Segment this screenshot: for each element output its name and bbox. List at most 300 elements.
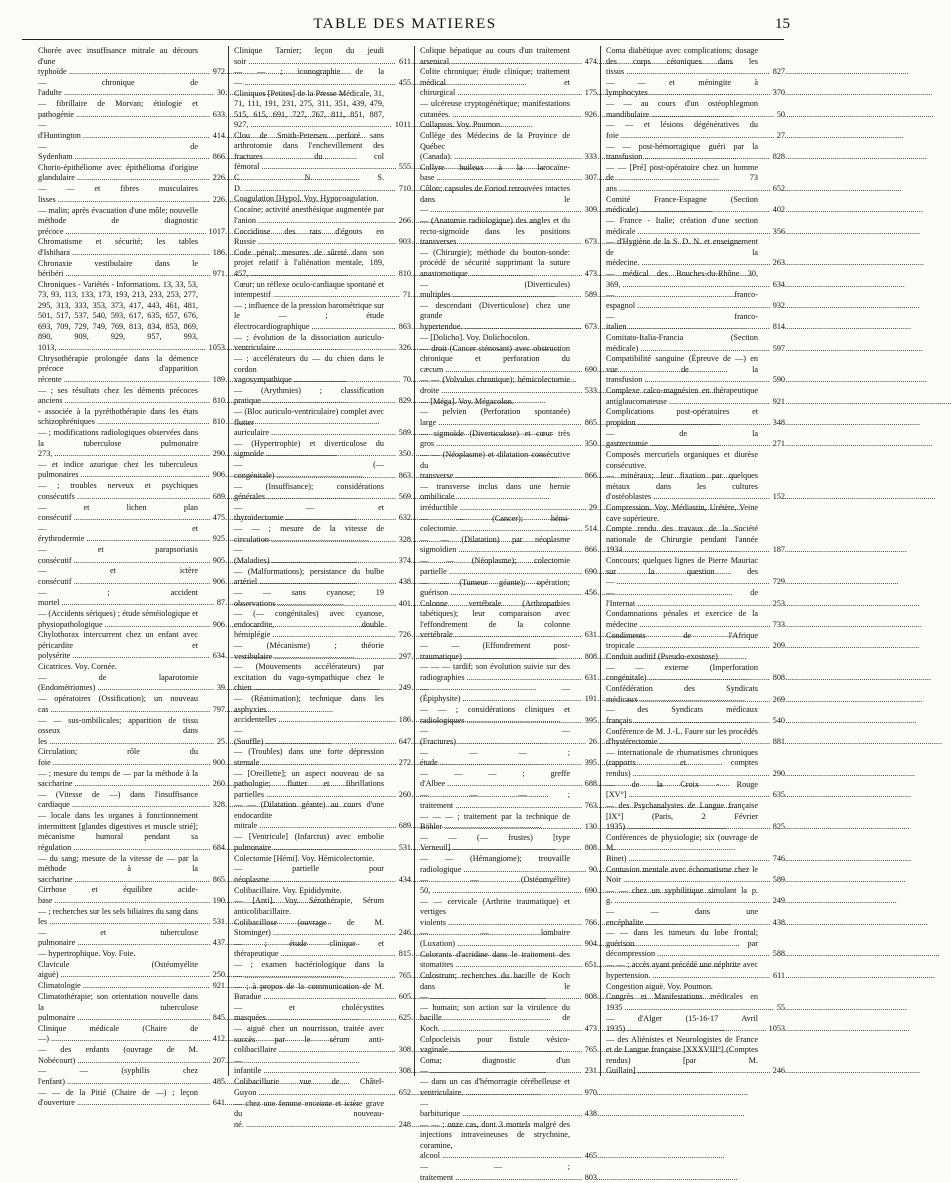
index-entry — [606, 99, 786, 120]
index-entry-page: 226 — [210, 173, 225, 184]
index-entry — [38, 407, 226, 428]
index-entry — [234, 301, 412, 333]
index-entry-text: — des enfants (ouvrage de M. Nobécourt) ..... — [38, 1045, 198, 1066]
index-entry — [234, 248, 412, 280]
index-entry-text: — (Mécanisme) ; théorie vestibulaire ..... — [234, 641, 384, 662]
index-entry-text: Coagulation [Hypo]. Voy. Hypocoagulation. — [234, 194, 379, 204]
index-entry-page: 1053 — [766, 1024, 785, 1035]
index-entry-text: Chromatisme et sécurité; les tables d'Ishihara ..... — [38, 237, 198, 258]
index-entry-text: — — (Dilatation) par néoplasme sigmoïdien ..... — [420, 535, 570, 556]
index-entry — [38, 747, 226, 768]
index-entry-text: — (Vitesse de —) dans l'insuffisance cardiaque ..... — [38, 790, 198, 811]
index-entry — [606, 652, 786, 663]
index-entry-page: 625 — [396, 1013, 411, 1024]
index-entry-page: 246 — [770, 1066, 785, 1077]
index-entry-text: — — ; traitement ..... — [420, 1162, 570, 1183]
index-entry — [234, 205, 412, 226]
index-entry — [38, 142, 226, 163]
index-entry-text: — — dans les tumeurs du lobe frontal; guérison par décompression ..... — [606, 928, 758, 960]
index-entry-page: 412 — [210, 1034, 225, 1045]
index-entry-text: — franco-espagnol ..... — [606, 290, 758, 311]
index-entry — [234, 280, 412, 301]
index-entry-page: 765 — [396, 971, 411, 982]
index-entry-text: — infantile ..... — [234, 1056, 384, 1077]
index-entry-page: 652 — [770, 184, 785, 195]
index-entry-text: — — post-hémorragique guéri par la transfusion ..... — [606, 142, 758, 163]
index-entry-page: 540 — [770, 716, 785, 727]
index-entry-page: 729 — [770, 577, 785, 588]
index-entry-text: Cocaïne; activité anesthésique augmentée par l'anion ..... — [234, 205, 384, 226]
index-entry — [606, 960, 786, 981]
index-entry — [234, 1099, 412, 1131]
index-entry — [234, 918, 412, 939]
index-entry-text: Condamnations pénales et exercice de la médecine ..... — [606, 609, 758, 630]
index-entry-page: 652 — [396, 1088, 411, 1099]
index-entry-text: — — dans une encéphalite ..... — [606, 907, 758, 928]
index-entry-page: 863 — [396, 322, 411, 333]
index-entry-page: 726 — [396, 630, 411, 641]
index-entry — [234, 227, 412, 248]
index-entry — [38, 184, 226, 205]
index-entry-text: Coma diabétique avec complications; dosage des corps cétoniques dans les tissus ..... — [606, 46, 758, 78]
index-entry — [420, 641, 598, 662]
index-entry — [606, 684, 786, 705]
index-entry-page: 55 — [774, 1003, 785, 1014]
index-entry-text: — (Chirurgie); méthode du bouton-sonde: procédé de sécurité supprimant la suture anastomotique ..... — [420, 248, 570, 280]
index-entry-page: 297 — [396, 652, 411, 663]
index-entry — [420, 705, 598, 726]
index-entry-page: 395 — [582, 758, 597, 769]
index-entry — [420, 1056, 598, 1077]
page-number: 15 — [775, 16, 790, 32]
index-entry — [420, 216, 598, 248]
index-entry-text: — droit (Cancer sténosant) avec obstruction chronique et perforation du cæcum ..... — [420, 344, 570, 376]
index-entry-text: — — (Cancer); hémi-colectomie. ..... — [420, 514, 570, 535]
index-entry-text: — — chez un syphilitique simulant la p. g. ..... — [606, 886, 758, 907]
index-entry-page: 438 — [770, 918, 785, 929]
index-entry — [38, 662, 226, 673]
index-entry-text: Confédération des Syndicats médicaux ..... — [606, 684, 758, 705]
index-entry-page: 647 — [396, 737, 411, 748]
index-entry-text: — descendant (Diverticulose) chez une grande hypertendue. ..... — [420, 301, 570, 333]
index-entry — [420, 450, 598, 482]
index-entry — [234, 194, 412, 205]
index-entry — [420, 333, 598, 344]
index-entry-text: Contusion mentale avec échomatisme chez le Noir ..... — [606, 865, 758, 886]
index-entry — [606, 907, 786, 928]
index-entry-text: Colostrum; recherches du bacille de Koch dans le — ..... — [420, 971, 570, 1003]
index-entry-text: Compatibilité sanguine (Épreuve de —) en vue de la transfusion ..... — [606, 354, 758, 386]
index-entry — [420, 131, 598, 163]
index-entry — [420, 854, 598, 875]
index-entry — [606, 407, 786, 428]
index-entry — [38, 163, 226, 184]
index-entry — [234, 67, 412, 88]
index-entry — [38, 1088, 226, 1109]
index-entry-text: — locale dans les organes à fonctionnement intermittent [glandes digestives et muscle strié]; mécanisme humoral pendant sa régulation ..... — [38, 811, 198, 853]
index-entry — [38, 907, 226, 928]
index-entry-page: 825 — [770, 822, 785, 833]
index-entry-text: — — (Tumeur géante); opération; guérison ..... — [420, 578, 570, 599]
index-entry — [38, 259, 226, 280]
index-entry — [420, 833, 598, 854]
index-entry — [420, 928, 598, 949]
index-entry-text: — — — ; greffe d'Albee ..... — [420, 769, 570, 790]
index-entry — [420, 248, 598, 280]
index-entry — [234, 609, 412, 641]
index-entry-text: — (Souffle) ..... — [234, 726, 384, 747]
index-entry-text: — (Anatomie radiologique) des angles et du recto-sigmoïde dans les positions transverses. ..... — [420, 216, 570, 248]
index-entry-page: 39 — [214, 683, 225, 694]
index-entry-text: — ; examen bactériologique dans la — ..... — [234, 960, 384, 981]
index-entry — [420, 1035, 598, 1056]
index-entry-page: 473 — [582, 269, 597, 280]
index-entry — [420, 971, 598, 1003]
index-entry — [420, 280, 598, 301]
index-entry-text: Cliniques [Petites] de la Presse Médicale, 31, 71, 111, 191, 231, 275, 311, 351, 439, 479, 515, 615, 691, 727, 767, 811, 851, 887, 927, ..... — [234, 89, 384, 131]
index-entry-text: — des Psychanalystes de Langue française [IX°] (Paris, 2 Février 1935) ..... — [606, 801, 758, 833]
index-entry — [234, 545, 412, 566]
index-entry-text: Circulation; rôle du foie ..... — [38, 747, 198, 768]
index-entry-text: Colibacillaire. Voy. Epididymite. — [234, 885, 342, 895]
index-entry — [420, 1077, 598, 1098]
index-entry-text: Clinique Tarnier; leçon du jeudi soir ..... — [234, 46, 384, 67]
index-entry — [38, 566, 226, 587]
index-entry — [606, 833, 786, 865]
index-entry-page: 810 — [210, 396, 225, 407]
index-entry — [606, 588, 786, 609]
index-entry-text: — aiguë chez un nourrisson, traitée avec succès par le sérum anti-colibacillaire ..... — [234, 1024, 384, 1056]
index-entry — [420, 599, 598, 641]
index-entry — [38, 503, 226, 524]
index-entry — [234, 800, 412, 832]
index-entry-text: Colpocleisis pour fistule vésico-vaginale ..... — [420, 1035, 570, 1056]
index-entry-page: 765 — [582, 1045, 597, 1056]
index-entry-page: 485 — [210, 1077, 225, 1088]
index-entry — [38, 237, 226, 258]
index-entry-text: Collyre huileux à la larocaïne-base ..... — [420, 163, 570, 184]
index-entry — [234, 982, 412, 1003]
index-entry-text: — et cholécystites masquées ..... — [234, 1003, 384, 1024]
index-entry-text: — — (— frustes) [type Verneuil] ..... — [420, 833, 570, 854]
index-entry — [420, 897, 598, 929]
index-entry-page: 473 — [582, 1024, 597, 1035]
index-entry-text: — [Ventricule] (Infarctus) avec embolie pulmonaire ..... — [234, 832, 384, 853]
index-entry-page: 815 — [396, 949, 411, 960]
index-entry-page: 475 — [210, 513, 225, 524]
index-entry — [606, 269, 786, 290]
index-entry-text: — — et méningite à lymphocytes ..... — [606, 78, 758, 99]
index-entry — [606, 992, 786, 1013]
index-entry-text: Conduit auditif (Pseudo-exostose) — [606, 651, 718, 661]
index-entry — [420, 184, 598, 216]
index-entry — [606, 78, 786, 99]
index-entry — [38, 811, 226, 853]
index-entry-text: — ; recherches sur les sels biliaires du sang dans les ..... — [38, 907, 198, 928]
index-entry-page: 827 — [770, 67, 785, 78]
index-entry-page: 348 — [770, 418, 785, 429]
index-entry-text: — — externe (Imperforation congénitale) ..... — [606, 663, 758, 684]
index-entry-text: — — [Pré] post-opératoire chez un homme de 73 ans ..... — [606, 163, 758, 195]
index-entry-text: — fibrillaire de Morvan; étiologie et pathogénie ..... — [38, 99, 198, 120]
index-entry-text: Chroniques - Variétés - Informations. 13, 33, 53, 73, 93, 113, 133, 173, 193, 213, 233, 253, 277, 295, 313, 333, 353, 373, 417, 443, 461, 481, 501, 517, 537, 540, 593, 617, 635, 657, 676, 693, 709, 729, 749, 769, 813, 834, 853, 869, 890, 909, 929, 957, 993, 1013, ..... — [38, 280, 198, 354]
index-entry — [234, 131, 412, 173]
index-entry-page: 191 — [582, 694, 597, 705]
index-entry — [606, 705, 786, 726]
index-entry-page: 810 — [396, 269, 411, 280]
index-entry-page: 641 — [210, 1098, 225, 1109]
index-entry — [606, 163, 786, 195]
index-entry-page: 260 — [396, 790, 411, 801]
index-entry-page: 970 — [582, 1088, 597, 1099]
index-entry — [420, 407, 598, 428]
index-entry — [234, 482, 412, 503]
index-entry-text: — ; étude clinique et thérapeutique ..... — [234, 939, 384, 960]
index-entry — [38, 1024, 226, 1045]
index-entry-page: 456 — [582, 588, 597, 599]
index-entry-page: 865 — [582, 418, 597, 429]
index-entry — [38, 280, 226, 354]
index-entry-page: 514 — [582, 524, 597, 535]
index-entry-page: 226 — [210, 195, 225, 206]
index-entry — [234, 567, 412, 588]
index-entry-text: Colorants d'acridine dans le traitement des stomatites ..... — [420, 950, 570, 971]
index-entry-text: — transverse inclus dans une hernie ombilicale irréductible ..... — [420, 482, 570, 514]
index-entry-page: 906 — [210, 470, 225, 481]
index-entry-page: 903 — [396, 237, 411, 248]
index-entry-text: Composés mercuriels organiques et diurèse consécutive. — [606, 450, 758, 470]
index-entry — [234, 1003, 412, 1024]
index-entry-text: — — (Épiphysite) ..... — [420, 684, 570, 705]
index-entry-text: — franco-italien ..... — [606, 312, 758, 333]
index-entry-text: — — (Ostéomyélite) 50, ..... — [420, 875, 570, 896]
index-entry-page: 710 — [396, 184, 411, 195]
index-entry — [38, 460, 226, 481]
index-entry-page: 260 — [210, 779, 225, 790]
index-entry-text: — partielle pour néoplasme. ..... — [234, 864, 384, 885]
index-entry-page: 438 — [396, 577, 411, 588]
index-entry-text: — — (syphilis chez l'enfant) ..... — [38, 1066, 198, 1087]
index-entry — [606, 450, 786, 471]
index-entry-text: — — de la Pitié (Chaire de —) ; leçon d'ouverture ..... — [38, 1088, 198, 1109]
index-entry — [234, 939, 412, 960]
index-entry-text: — ; ses résultats chez les déments précoces anciens ..... — [38, 386, 198, 407]
index-entry — [38, 694, 226, 715]
index-entry-page: 395 — [582, 716, 597, 727]
index-entry-text: — barbiturique ..... — [420, 1099, 570, 1120]
index-entry — [38, 386, 226, 407]
index-entry-text: Conférence de M. J.-L. Faure sur les procédés d'hystérectomie ..... — [606, 727, 758, 748]
index-entry-page: 633 — [210, 110, 225, 121]
index-entry-page: 455 — [396, 78, 411, 89]
index-entry-text: — — ; mesure de la vitesse de circulation ..... — [234, 524, 384, 545]
index-entry — [420, 662, 598, 683]
index-entry — [606, 928, 786, 960]
index-entry — [234, 173, 412, 194]
index-entry — [38, 716, 226, 748]
index-entry — [606, 801, 786, 833]
index-entry-text: — France - Italie; création d'une section médicale ..... — [606, 216, 758, 237]
index-entry-page: 356 — [770, 227, 785, 238]
index-entry — [38, 630, 226, 662]
index-entry-text: — — cervicale (Arthrite traumatique) et vertiges violents ..... — [420, 897, 570, 929]
index-entry-text: — des Aliénistes et Neurologistes de France et de Langue française [XXXVIII°] (Comptes rendus) [par M. Guillain] ..... — [606, 1035, 758, 1077]
index-entry-text: — — lombaire (Luxation) ..... — [420, 928, 570, 949]
index-entry-page: 25 — [214, 737, 225, 748]
index-entry — [606, 780, 786, 801]
index-entry-page: 634 — [210, 651, 225, 662]
index-entry — [38, 545, 226, 566]
index-entry-page: 186 — [210, 248, 225, 259]
index-entry-text: Comitato-Italia-Francia (Section médicale) ..... — [606, 333, 758, 354]
index-entry — [234, 503, 412, 524]
index-entry — [420, 769, 598, 790]
index-entry-page: 921 — [210, 981, 225, 992]
index-entry-page: 926 — [582, 110, 597, 121]
index-entry-page: 746 — [770, 854, 785, 865]
index-entry — [420, 397, 598, 408]
index-entry-page: 186 — [396, 715, 411, 726]
index-entry-text: — d'Alger (15-16-17 Avril 1935) ..... — [606, 1014, 758, 1035]
index-entry-text: Complications post-opératoires et propidon ..... — [606, 407, 758, 428]
index-entry-text: — ; troubles nerveux et psychiques consécutifs ..... — [38, 481, 198, 502]
index-entry — [38, 1045, 226, 1066]
index-entry-page: 70 — [400, 375, 411, 386]
index-entry-text: Coccidiose des rats d'égouts en Russie ..... — [234, 227, 384, 248]
index-entry — [420, 578, 598, 599]
index-entry-text: — (Diverticules) multiples ..... — [420, 280, 570, 301]
index-entry — [420, 726, 598, 747]
index-entry — [234, 588, 412, 609]
index-entry-text: — (Mouvements accélérateurs) par excitation du vago-sympathique chez le chien ..... — [234, 662, 384, 694]
index-entry-page: 269 — [770, 695, 785, 706]
index-entry-text: — (— congénitales) avec cyanose, endocardite, double hémiplégie ..... — [234, 609, 384, 641]
index-entry-page: 631 — [582, 630, 597, 641]
index-entry-page: 438 — [582, 1109, 597, 1120]
index-entry-text: - associée à la pyréthothérapie dans les états schizophréniques ..... — [38, 407, 198, 428]
index-entry-page: 808 — [582, 652, 597, 663]
index-entry-text: — de laparotomie (Endométriomes) ..... — [38, 673, 198, 694]
index-entry-page: 308 — [396, 1045, 411, 1056]
index-entry-text: Chronaxie vestibulaire dans le béribéri ..... — [38, 259, 198, 280]
index-entry-text: — ; évolution de la dissociation auriculo-ventriculaire ..... — [234, 333, 384, 354]
index-entry-text: — (Troubles) dans une forte dépression sternale ..... — [234, 747, 384, 768]
index-entry-page: 808 — [582, 992, 597, 1003]
index-entry-text: — (Accidents sériques) ; étude séméiologique et physiopathologique ..... — [38, 609, 198, 630]
index-entry-text: — — (Effondrement post-traumatique) ..... — [420, 641, 570, 662]
index-entry-page: 904 — [582, 939, 597, 950]
index-entry — [606, 886, 786, 907]
index-entry-text: — internationale de rhumatismes chroniques (rapports et comptes rendus) ..... — [606, 748, 758, 780]
index-entry-page: 90 — [586, 865, 597, 876]
index-entry — [420, 1162, 598, 1183]
index-entry-page: 590 — [770, 375, 785, 386]
index-entry-text: — — (Volvulus chronique); hémicolectomie droite ..... — [420, 375, 570, 396]
index-entry-page: 209 — [770, 641, 785, 652]
index-entry-text: — médical des Bouches-du-Rhône 30, 369, ..... — [606, 269, 758, 290]
index-entry-text: — — — ; étude ..... — [420, 748, 570, 769]
index-entry-page: 263 — [770, 258, 785, 269]
index-entry — [420, 482, 598, 514]
index-entry-text: Conférences de physiologie; six (ouvrage de M. Binet) ..... — [606, 833, 758, 865]
index-entry-page: 248 — [396, 1120, 411, 1131]
index-entry-text: Chrysothérapie prolongée dans la démence précoce d'apparition récente ..... — [38, 354, 198, 386]
index-entry — [234, 864, 412, 885]
index-entry — [234, 386, 412, 407]
index-entry — [606, 471, 786, 503]
index-entry — [38, 949, 226, 960]
index-entry-text: Climatothérapie; son orientation nouvelle dans la tuberculose pulmonaire ..... — [38, 992, 198, 1024]
index-entry-text: — ; mesure du temps de — par la méthode à la saccharine ..... — [38, 769, 198, 790]
index-entry-page: 828 — [770, 152, 785, 163]
index-entry-page: 932 — [770, 301, 785, 312]
index-entry-text: — de l'Internat ..... — [606, 588, 758, 609]
index-entry — [420, 1120, 598, 1162]
index-entry-page: 402 — [770, 205, 785, 216]
index-entry-text: — — au cours d'un ostéophlegmon mandibulaire ..... — [606, 99, 758, 120]
index-entry-text: — — sus-ombilicales; apparition de tissu osseux dans les ..... — [38, 716, 198, 748]
index-entry-text: — (Malformations); persistance du bulbe artériel ..... — [234, 567, 384, 588]
index-entry — [234, 886, 412, 897]
index-entry-text: — ; accélérateurs du — du chien dans le cordon vagosympathique ..... — [234, 354, 384, 386]
index-entry — [606, 333, 786, 354]
index-entry — [606, 865, 786, 886]
index-entry-page: 474 — [582, 57, 597, 68]
index-entry — [420, 950, 598, 971]
index-entry-page: 866 — [582, 471, 597, 482]
index-entry-page: 374 — [396, 556, 411, 567]
index-entry-text: — des Syndicats médicaux français ..... — [606, 705, 758, 726]
index-entry-text: Code pénal; mesures de sûreté dans son projet relatif à l'aliénation mentale, 189, 457, ..... — [234, 248, 384, 280]
index-entry-page: 29 — [586, 503, 597, 514]
index-entry-page: 71 — [400, 290, 411, 301]
index-entry — [234, 439, 412, 460]
index-entry-page: 253 — [770, 599, 785, 610]
index-entry-page: 906 — [210, 577, 225, 588]
index-entry — [38, 609, 226, 630]
index-entry-page: 763 — [582, 801, 597, 812]
index-entry-text: — de Sydenham ..... — [38, 142, 198, 163]
index-entry — [234, 960, 412, 981]
index-entry-text: Congestion aiguë. Voy. Poumon. — [606, 981, 713, 991]
index-entry-page: 437 — [210, 938, 225, 949]
index-column-4 — [600, 46, 788, 1076]
index-entry-page: 605 — [396, 992, 411, 1003]
index-entry-page: 187 — [770, 545, 785, 556]
index-entry-text: Climatologie ..... — [38, 981, 198, 992]
index-entry — [38, 673, 226, 694]
index-entry — [38, 354, 226, 386]
index-entry-page: 328 — [210, 800, 225, 811]
index-entry-text: Cicatrices. Voy. Cornée. — [38, 662, 117, 672]
page-header — [20, 10, 790, 40]
index-entry-text: — [Dolicho]. Voy. Dolichocolon. — [420, 332, 530, 342]
index-entry — [606, 727, 786, 748]
index-entry-page: 307 — [582, 173, 597, 184]
index-entry-page: 766 — [582, 918, 597, 929]
index-entry — [606, 1014, 786, 1035]
index-entry — [606, 1035, 786, 1077]
index-entry-text: — — sans cyanose; 19 observations ..... — [234, 588, 384, 609]
index-entry — [38, 790, 226, 811]
index-entry — [420, 748, 598, 769]
index-entry — [420, 429, 598, 450]
index-entry-page: 290 — [210, 449, 225, 460]
index-entry — [606, 386, 786, 407]
index-entry-text: Compte rendu des travaux de la Société nationale de Chirurgie pendant l'année 1934 ..... — [606, 524, 758, 556]
index-entry-page: 152 — [770, 492, 785, 503]
index-entry-page: 207 — [210, 1056, 225, 1067]
